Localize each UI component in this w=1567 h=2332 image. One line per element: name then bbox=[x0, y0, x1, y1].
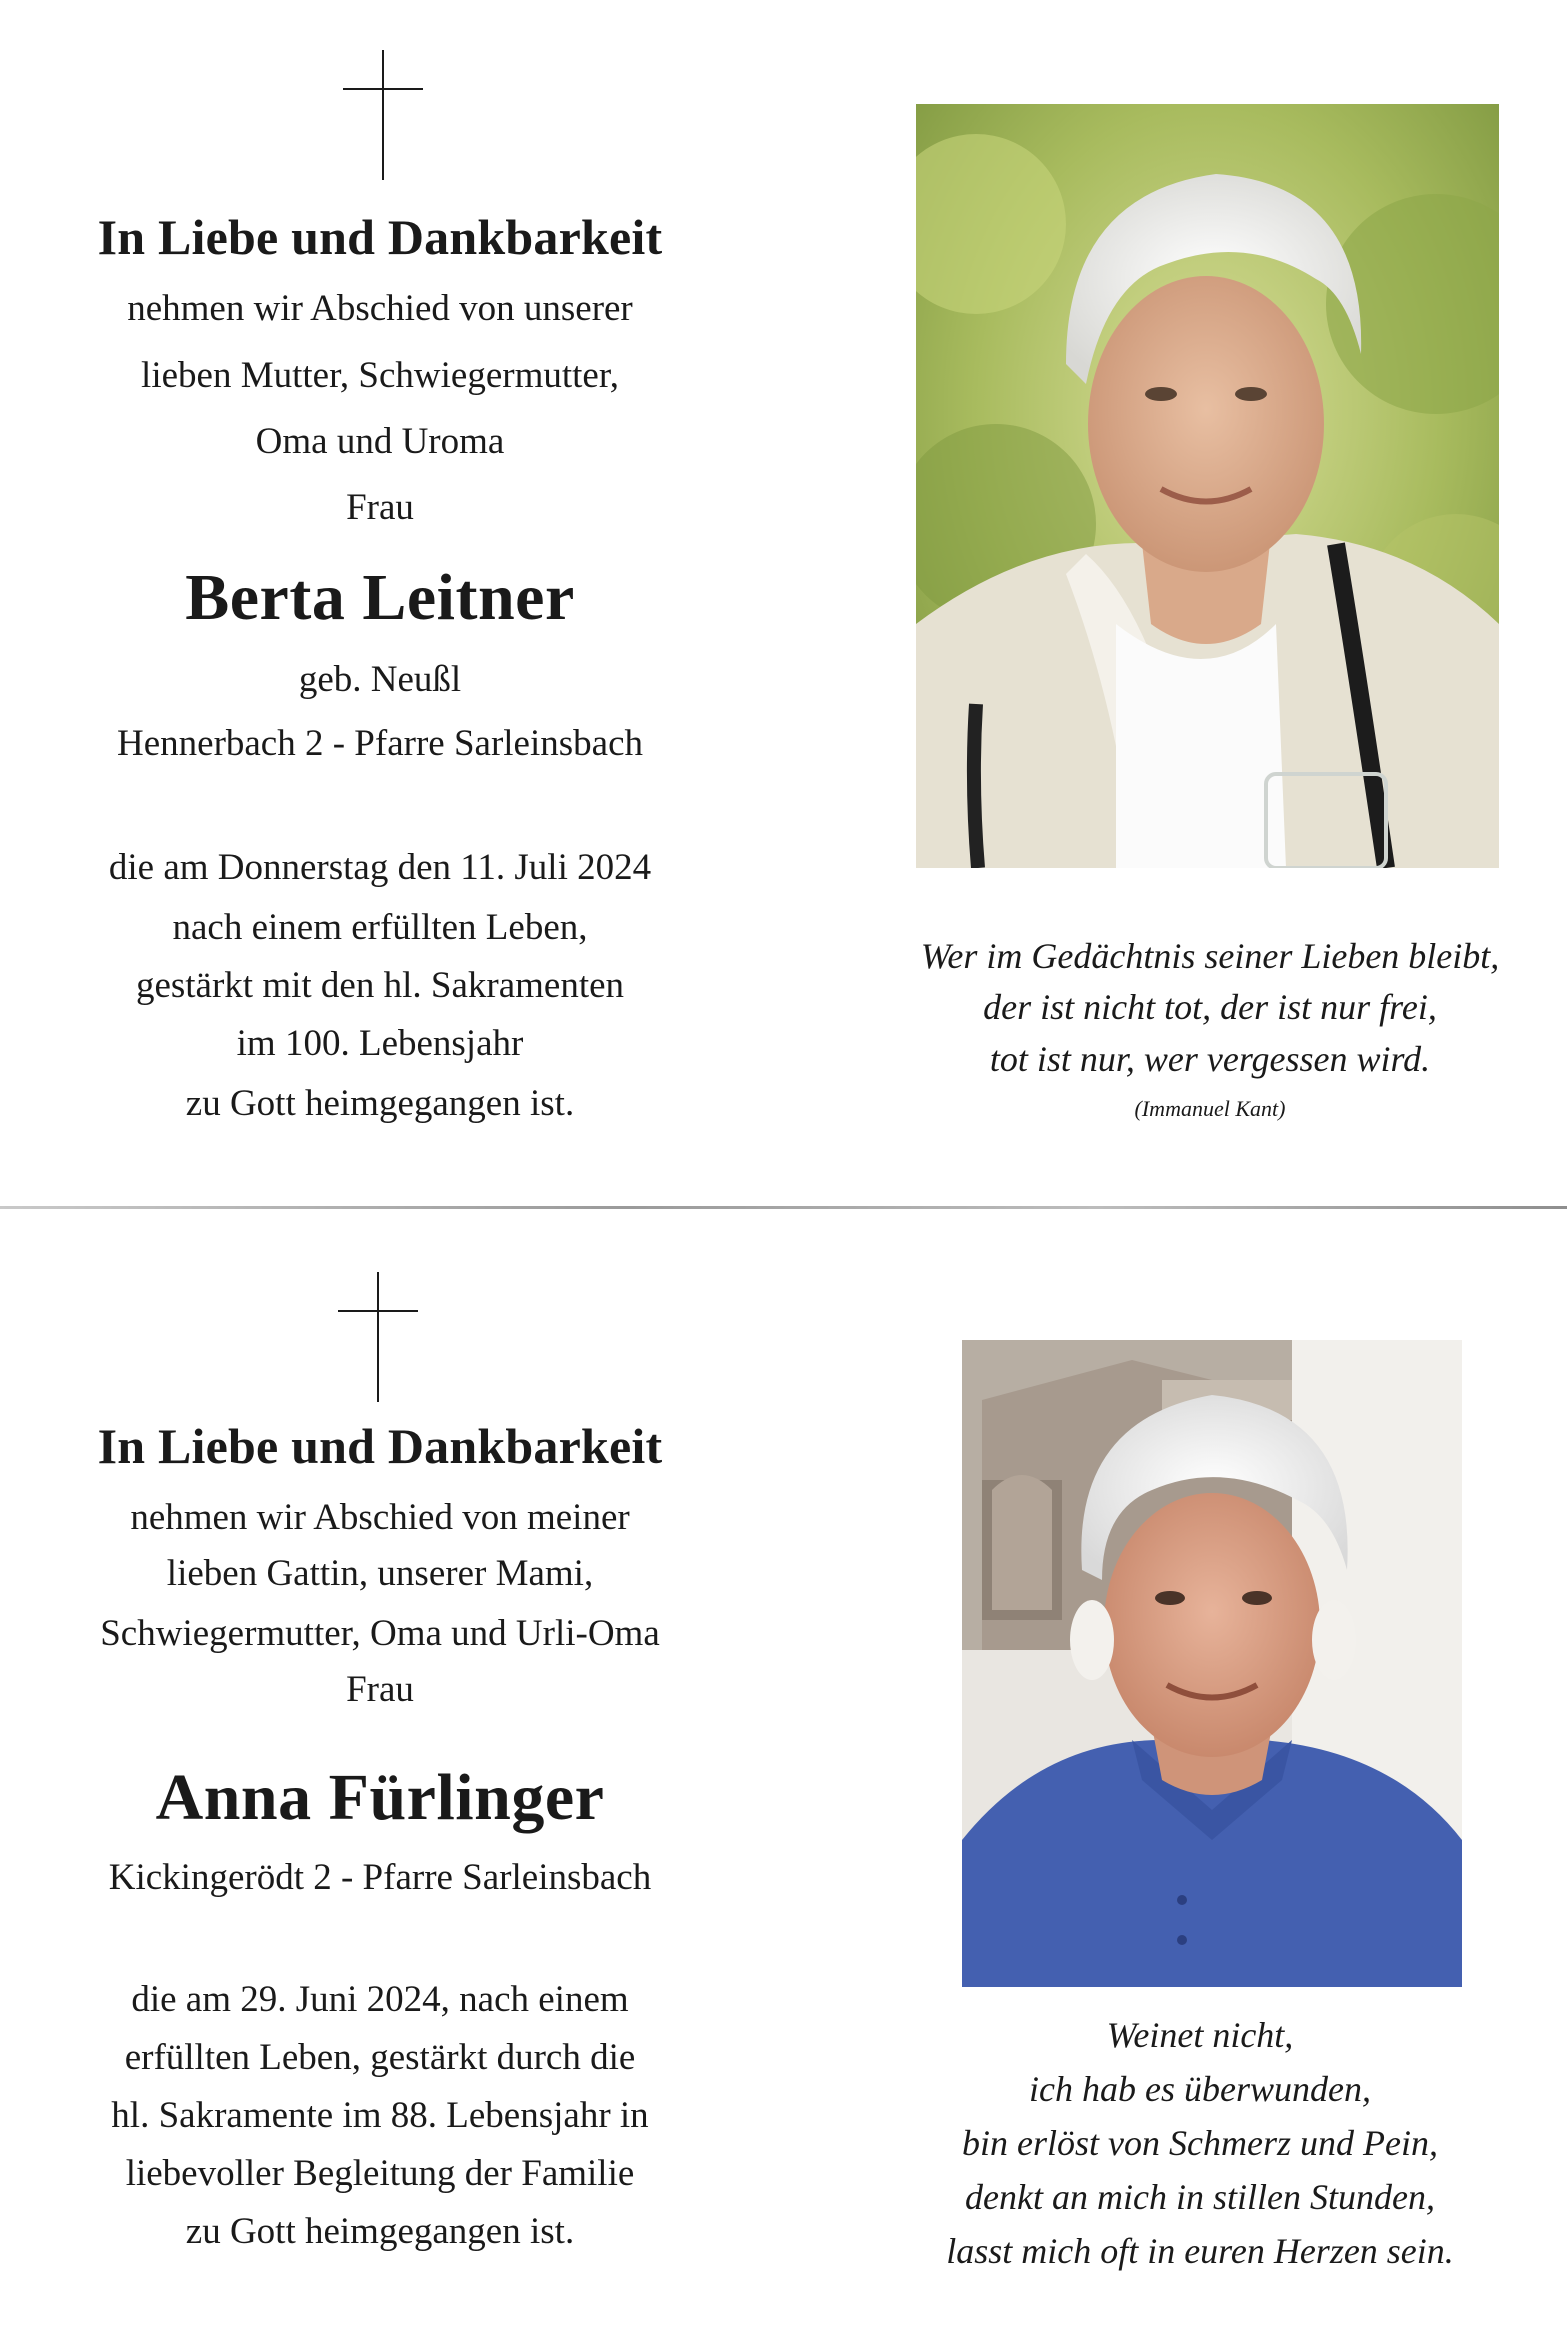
quote-line: bin erlöst von Schmerz und Pein, bbox=[962, 2123, 1438, 2163]
intro-line: Oma und Uroma bbox=[255, 421, 505, 462]
intro-line: nehmen wir Abschied von unserer bbox=[127, 288, 633, 329]
passing-line: liebevoller Begleitung der Familie bbox=[125, 2153, 635, 2194]
quote-line: ich hab es überwunden, bbox=[1029, 2069, 1371, 2109]
details-line: Kickingerödt 2 - Pfarre Sarleinsbach bbox=[108, 1857, 652, 1898]
intro-line: nehmen wir Abschied von meiner bbox=[130, 1497, 630, 1538]
quote-source: (Immanuel Kant) bbox=[1134, 1096, 1286, 1121]
intro-line: Frau bbox=[346, 487, 414, 528]
deceased-name: Berta Leitner bbox=[185, 561, 575, 634]
deceased-name: Anna Fürlinger bbox=[155, 1761, 605, 1834]
quote-line: Weinet nicht, bbox=[1106, 2015, 1294, 2055]
passing-line: die am Donnerstag den 11. Juli 2024 bbox=[108, 847, 652, 888]
quote-line: denkt an mich in stillen Stunden, bbox=[965, 2177, 1435, 2217]
passing-line: gestärkt mit den hl. Sakramenten bbox=[135, 965, 625, 1006]
intro-line: lieben Gattin, unserer Mami, bbox=[166, 1553, 594, 1594]
card-heading: In Liebe und Dankbarkeit bbox=[97, 1418, 663, 1474]
cross-icon bbox=[338, 1272, 418, 1402]
quote-line: lasst mich oft in euren Herzen sein. bbox=[946, 2231, 1454, 2271]
quote-line: Wer im Gedächtnis seiner Lieben bleibt, bbox=[920, 936, 1500, 976]
passing-line: zu Gott heimgegangen ist. bbox=[185, 1083, 575, 1124]
passing-line: nach einem erfüllten Leben, bbox=[172, 907, 588, 948]
intro-line: Frau bbox=[346, 1669, 414, 1710]
intro-line: Schwiegermutter, Oma und Urli-Oma bbox=[100, 1613, 660, 1654]
details-line: Hennerbach 2 - Pfarre Sarleinsbach bbox=[117, 723, 643, 764]
portrait-photo bbox=[916, 104, 1499, 868]
cross-icon bbox=[343, 50, 423, 180]
card-heading: In Liebe und Dankbarkeit bbox=[97, 209, 663, 265]
portrait-photo bbox=[962, 1340, 1462, 1987]
passing-line: hl. Sakramente im 88. Lebensjahr in bbox=[111, 2095, 649, 2136]
quote-line: tot ist nur, wer vergessen wird. bbox=[989, 1039, 1431, 1079]
card-separator bbox=[0, 1206, 1567, 1209]
intro-line: lieben Mutter, Schwiegermutter, bbox=[141, 355, 619, 396]
quote-line: der ist nicht tot, der ist nur frei, bbox=[983, 987, 1437, 1027]
passing-line: die am 29. Juni 2024, nach einem bbox=[131, 1979, 629, 2020]
passing-line: im 100. Lebensjahr bbox=[236, 1023, 524, 1064]
passing-line: zu Gott heimgegangen ist. bbox=[185, 2211, 575, 2252]
memorial-card-anna-fuerlinger bbox=[0, 1212, 1567, 2332]
passing-line: erfüllten Leben, gestärkt durch die bbox=[124, 2037, 636, 2078]
details-line: geb. Neußl bbox=[298, 659, 462, 700]
